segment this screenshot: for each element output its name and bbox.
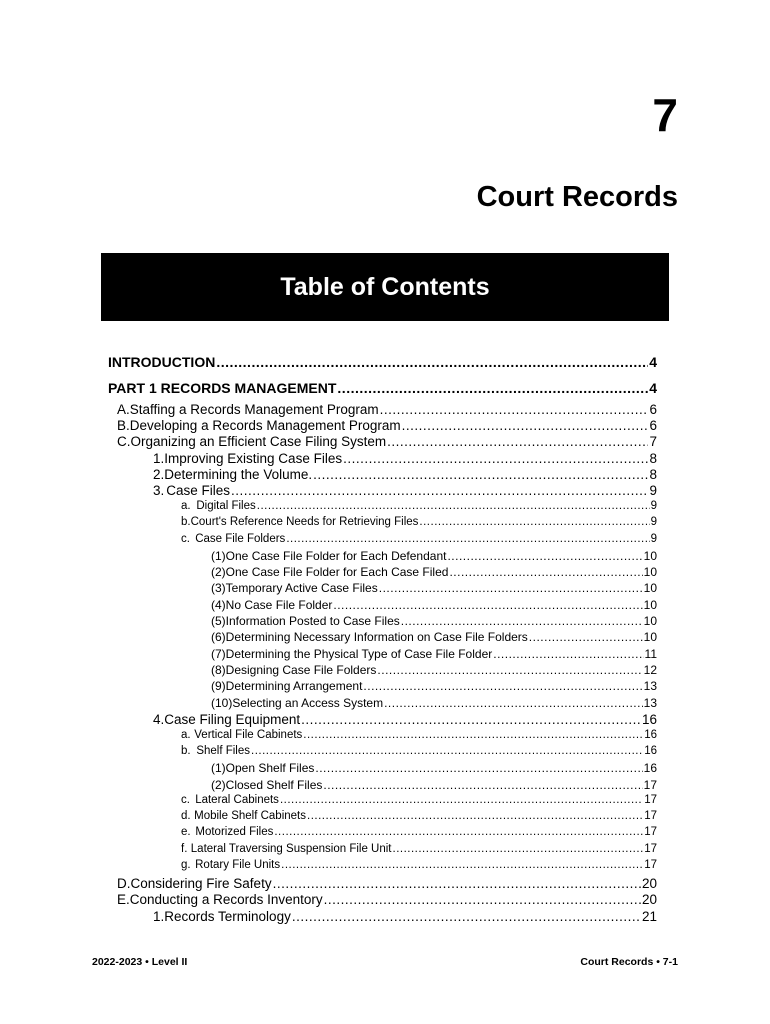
toc-entry-label: Lateral Traversing Suspension File Unit: [190, 843, 392, 855]
toc-entry-page: 16: [644, 745, 657, 757]
toc-entry-page: 9: [650, 533, 657, 545]
toc-entry-number: (2): [211, 778, 226, 792]
toc-leader-dots: [529, 630, 643, 644]
toc-entry-page: 21: [641, 909, 657, 924]
toc-entry-page: 16: [641, 712, 657, 727]
toc-entry[interactable]: [181, 826, 657, 838]
toc-entry-label: Determining Necessary Information on Case File Folders: [225, 630, 528, 644]
toc-entry[interactable]: [211, 663, 657, 677]
toc-leader-dots: [281, 859, 643, 871]
toc-leader-dots: [280, 794, 643, 806]
toc-leader-dots: [286, 533, 649, 545]
toc-heading: Table of Contents: [280, 272, 490, 301]
toc-entry-label: Lateral Cabinets: [195, 794, 279, 806]
toc-leader-dots: [447, 549, 642, 563]
toc-entry-label: Records Terminology: [164, 909, 291, 924]
toc-entry-label: Information Posted to Case Files: [225, 614, 400, 628]
toc-entry-page: 8: [649, 467, 657, 482]
toc-entry-page: 13: [643, 679, 657, 693]
toc-entry[interactable]: [181, 843, 657, 855]
toc-entry-label: Determining the Volume.: [164, 467, 313, 482]
toc-entry-page: 9: [650, 500, 657, 512]
toc-entry-label: No Case File Folder: [225, 598, 333, 612]
toc-entry-number: 1.: [153, 909, 165, 924]
toc-entry-page: 10: [643, 614, 657, 628]
toc-entry-label: Developing a Records Management Program: [129, 418, 401, 433]
toc-entry[interactable]: [211, 581, 657, 595]
toc-entry-number: E.: [117, 892, 130, 907]
toc-entry-number: (2): [211, 565, 226, 579]
toc-entry-page: 9: [650, 516, 657, 528]
toc-entry-page: 10: [643, 565, 657, 579]
toc-entry[interactable]: [153, 909, 657, 924]
toc-entry[interactable]: [181, 729, 657, 741]
toc-entry-page: 6: [649, 418, 657, 433]
toc-entry-page: 4: [649, 380, 657, 396]
toc-entry-page: 17: [644, 859, 657, 871]
toc-entry-page: 10: [643, 598, 657, 612]
toc-entry[interactable]: [211, 565, 657, 579]
toc-entry-number: A.: [117, 402, 130, 417]
toc-entry[interactable]: [117, 876, 657, 891]
toc-leader-dots: [257, 500, 650, 512]
toc-entry-page: 16: [643, 761, 657, 775]
toc-leader-dots: [401, 614, 643, 628]
toc-entry[interactable]: [211, 598, 657, 612]
toc-entry[interactable]: [108, 380, 657, 396]
toc-entry-label: Vertical File Cabinets: [194, 729, 303, 741]
toc-entry-page: 17: [644, 810, 657, 822]
toc-entry[interactable]: [181, 500, 657, 512]
toc-entry-page: 9: [649, 483, 657, 498]
toc-entry-label: Case File Folders: [195, 533, 286, 545]
toc-entry[interactable]: [117, 418, 657, 433]
toc-entry-number: b.: [181, 745, 191, 757]
toc-entry-label: Determining Arrangement: [225, 679, 363, 693]
toc-leader-dots: [449, 565, 642, 579]
toc-entry-number: e.: [181, 826, 191, 838]
toc-leader-dots: [323, 778, 642, 792]
toc-entry-number: f.: [181, 843, 188, 855]
toc-leader-dots: [493, 647, 643, 661]
toc-entry-page: 17: [644, 826, 657, 838]
toc-entry-label: Open Shelf Files: [225, 761, 315, 775]
toc-entry-number: D.: [117, 876, 131, 891]
toc-entry[interactable]: [211, 761, 657, 775]
toc-entry-number: a.: [181, 729, 191, 741]
toc-leader-dots: [313, 467, 648, 482]
toc-entry-label: Court's Reference Needs for Retrieving Files: [190, 516, 419, 528]
toc-entry-page: 20: [641, 892, 657, 907]
toc-entry[interactable]: [211, 696, 657, 710]
toc-entry-page: 13: [643, 696, 657, 710]
toc-entry-page: 17: [644, 843, 657, 855]
toc-entry-page: 10: [643, 581, 657, 595]
toc-leader-dots: [231, 483, 648, 498]
toc-entry-number: (10): [211, 696, 233, 710]
toc-entry[interactable]: [211, 614, 657, 628]
toc-entry[interactable]: [211, 647, 657, 661]
toc-entry[interactable]: [117, 402, 657, 417]
toc-entry-label: Case Filing Equipment: [164, 712, 301, 727]
toc-entry-label: PART 1 RECORDS MANAGEMENT: [108, 380, 337, 396]
toc-entry-page: 11: [644, 647, 657, 661]
toc-entry-number: (5): [211, 614, 226, 628]
toc-entry-number: (1): [211, 761, 226, 775]
toc-leader-dots: [380, 402, 649, 417]
toc-entry-label: INTRODUCTION: [108, 354, 216, 370]
toc-entry[interactable]: [211, 778, 657, 792]
toc-entry-label: Closed Shelf Files: [225, 778, 323, 792]
toc-entry-label: Staffing a Records Management Program: [129, 402, 379, 417]
toc-leader-dots: [307, 810, 643, 822]
toc-leader-dots: [251, 745, 643, 757]
toc-entry-label: Improving Existing Case Files: [164, 451, 343, 466]
toc-entry-label: Considering Fire Safety: [130, 876, 272, 891]
toc-entry-number: 2.: [153, 467, 165, 482]
toc-entry-number: (7): [211, 647, 226, 661]
toc-entry[interactable]: [211, 679, 657, 693]
toc-entry[interactable]: [153, 712, 657, 727]
toc-entry-number: a.: [181, 500, 191, 512]
toc-entry-label: Temporary Active Case Files: [225, 581, 378, 595]
toc-entry-page: 16: [644, 729, 657, 741]
toc-entry-page: 4: [649, 354, 657, 370]
toc-entry-number: 3.: [153, 483, 165, 498]
toc-entry-label: Shelf Files: [196, 745, 250, 757]
toc-entry-page: 8: [649, 451, 657, 466]
toc-entry[interactable]: [181, 810, 657, 822]
toc-leader-dots: [387, 434, 648, 449]
toc-entry-label: One Case File Folder for Each Defendant: [225, 549, 447, 563]
toc-entry-page: 17: [644, 794, 657, 806]
toc-leader-dots: [216, 354, 648, 370]
toc-leader-dots: [324, 892, 641, 907]
toc-entry[interactable]: [108, 354, 657, 370]
toc-entry-label: Case Files: [166, 483, 230, 498]
toc-entry-page: 6: [649, 402, 657, 417]
toc-entry-label: Mobile Shelf Cabinets: [194, 810, 306, 822]
toc-leader-dots: [333, 598, 642, 612]
toc-entry-page: 17: [643, 778, 657, 792]
toc-entry-number: c.: [181, 794, 190, 806]
toc-entry[interactable]: [181, 533, 657, 545]
toc-leader-dots: [301, 712, 641, 727]
toc-entry-page: 10: [643, 630, 657, 644]
chapter-title: Court Records: [476, 181, 678, 213]
toc-entry[interactable]: [117, 434, 657, 449]
toc-entry-number: (9): [211, 679, 226, 693]
toc-leader-dots: [274, 826, 643, 838]
toc-entry-number: 4.: [153, 712, 165, 727]
toc-leader-dots: [337, 380, 648, 396]
toc-entry-number: (3): [211, 581, 226, 595]
toc-entry-label: Digital Files: [196, 500, 256, 512]
toc-leader-dots: [292, 909, 641, 924]
toc-entry-page: 7: [649, 434, 657, 449]
toc-entry-number: (8): [211, 663, 226, 677]
toc-leader-dots: [393, 843, 644, 855]
toc-entry[interactable]: [211, 549, 657, 563]
footer-edition: 2022-2023 • Level II: [92, 956, 188, 968]
toc-banner: [101, 253, 669, 321]
toc-leader-dots: [379, 581, 643, 595]
toc-leader-dots: [377, 663, 642, 677]
toc-entry-page: 10: [643, 549, 657, 563]
toc-entry-number: d.: [181, 810, 191, 822]
toc-entry-number: (4): [211, 598, 226, 612]
toc-entry-number: C.: [117, 434, 131, 449]
toc-entry-number: c.: [181, 533, 190, 545]
toc-entry-number: g.: [181, 859, 191, 871]
toc-leader-dots: [303, 729, 643, 741]
toc-entry-number: b.: [181, 516, 191, 528]
toc-leader-dots: [363, 679, 642, 693]
chapter-number: 7: [652, 89, 678, 141]
toc-entry-label: Selecting an Access System: [232, 696, 384, 710]
toc-entry-label: Designing Case File Folders: [225, 663, 377, 677]
toc-entry-label: Motorized Files: [195, 826, 274, 838]
toc-entry-page: 20: [641, 876, 657, 891]
toc-entry-label: Organizing an Efficient Case Filing System: [130, 434, 387, 449]
toc-entry[interactable]: [181, 516, 657, 528]
toc-leader-dots: [315, 761, 642, 775]
footer-page-label: Court Records • 7-1: [580, 956, 678, 968]
toc-entry-label: Rotary File Units: [195, 859, 281, 871]
toc-leader-dots: [273, 876, 641, 891]
toc-leader-dots: [402, 418, 649, 433]
toc-entry[interactable]: [153, 467, 657, 482]
toc-entry-number: B.: [117, 418, 130, 433]
toc-entry[interactable]: [181, 859, 657, 871]
toc-entry-number: (6): [211, 630, 226, 644]
toc-entry[interactable]: [211, 630, 657, 644]
toc-leader-dots: [384, 696, 643, 710]
toc-entry[interactable]: [153, 451, 657, 466]
toc-entry-label: Determining the Physical Type of Case File Folder: [225, 647, 493, 661]
toc-entry[interactable]: [181, 745, 657, 757]
toc-entry-label: One Case File Folder for Each Case Filed: [225, 565, 449, 579]
toc-entry-number: (1): [211, 549, 226, 563]
toc-entry-page: 12: [643, 663, 657, 677]
toc-entry-number: 1.: [153, 451, 165, 466]
toc-entry[interactable]: [153, 483, 657, 498]
toc-leader-dots: [343, 451, 648, 466]
toc-leader-dots: [419, 516, 649, 528]
toc-entry[interactable]: [117, 892, 657, 907]
toc-entry[interactable]: [181, 794, 657, 806]
toc-entry-label: Conducting a Records Inventory: [129, 892, 323, 907]
